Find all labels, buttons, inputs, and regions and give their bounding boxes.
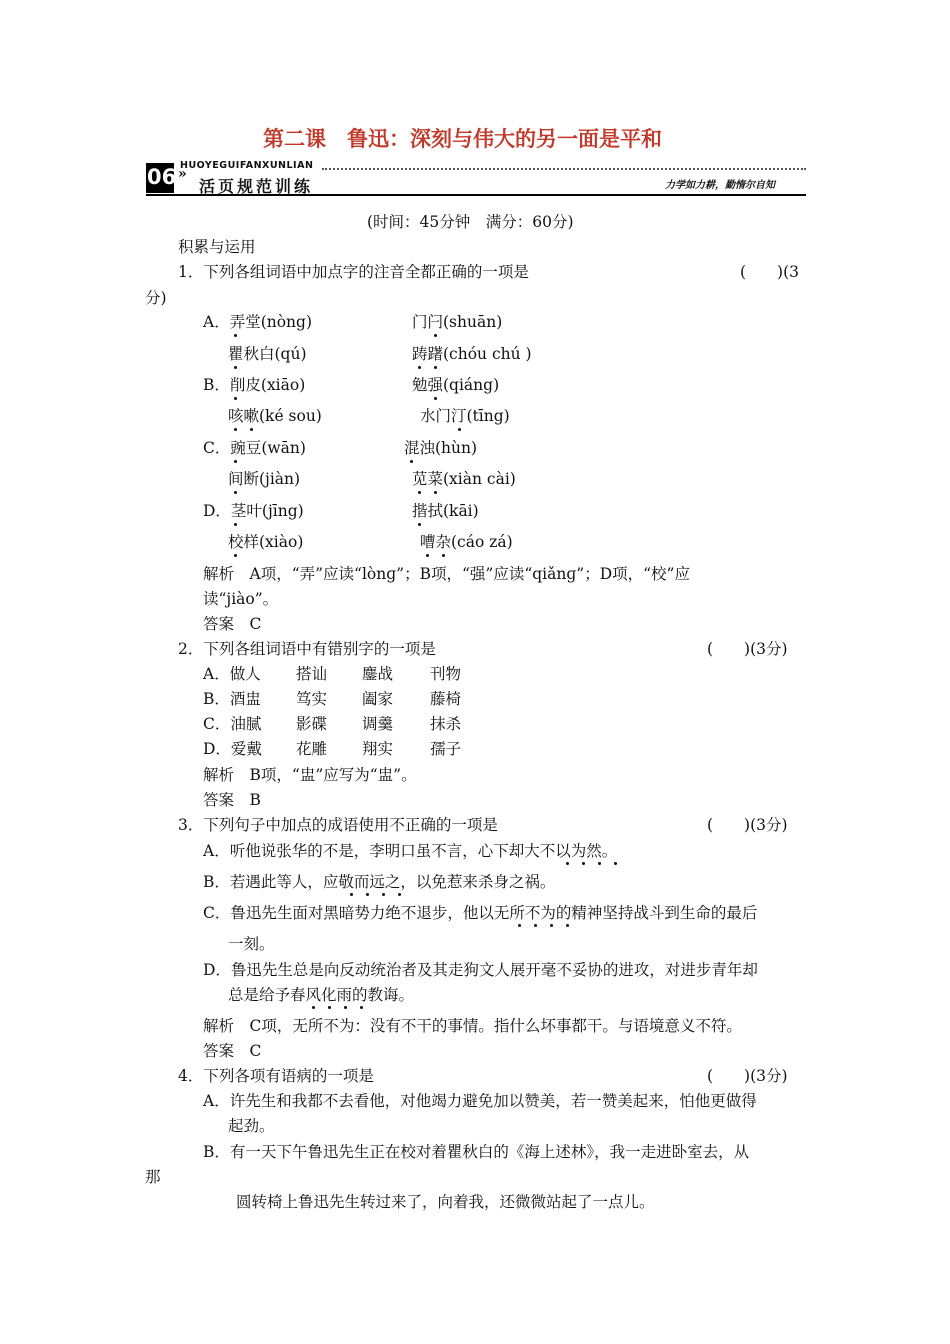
option-c-4: 苋菜(xiàn cài) [412,470,516,488]
option-a: A．许先生和我都不去看他，对他竭力避免加以赞美，若一赞美起来，怕他更做得 [203,1092,757,1110]
question-stem: 3．下列句子中加点的成语使用不正确的一项是 [178,816,498,834]
option-a-word-2: 搭讪 [296,665,328,683]
option-b-wrap: 那 [145,1168,161,1186]
answer: 答案 C [203,1042,262,1060]
emphasis-dot [234,460,237,463]
emphasis-dot [426,554,429,557]
option-c-3: 间断(jiàn) [228,470,301,488]
option-a-word-1: A．做人 [203,665,261,683]
explanation: 解析 A项，“弄”应读“lònɡ”；B项，“强”应读“qiǎnɡ”；D项，“校”应 [203,565,690,583]
chevron-right-icon: » [178,166,187,182]
emphasis-dot [312,1006,315,1009]
emphasis-dot [344,1006,347,1009]
option-c-word-4: 抹杀 [430,715,462,733]
option-c: C．鲁迅先生面对黑暗势力绝不退步，他以无所不为的精神坚持战斗到生命的最后 [203,904,758,922]
option-c-1: C．豌豆(wān) [203,439,306,457]
question-stem: 1．下列各组词语中加点字的注音全都正确的一项是 [178,263,529,281]
option-a-word-3: 鏖战 [362,665,394,683]
option-c-word-3: 调羹 [362,715,394,733]
option-b-4: 水门汀(tīng) [420,407,510,425]
answer-paren: ( )(3分) [707,1067,788,1085]
emphasis-dot [250,428,253,431]
explanation-wrap: 读“jiào”。 [203,590,279,608]
explanation: 解析 C项，无所不为：没有不干的事情。指什么坏事都干。与语境意义不符。 [203,1017,742,1035]
emphasis-dot [418,366,421,369]
option-b-1: B．削皮(xiāo) [203,376,306,394]
option-c-word-1: C．油腻 [203,715,262,733]
emphasis-dot [234,366,237,369]
option-d: D．鲁迅先生总是向反动统治者及其走狗文人展开毫不妥协的进攻，对进步青年却 [203,961,758,979]
option-b: B．若遇此等人，应敬而远之，以免惹来杀身之祸。 [203,873,556,891]
emphasis-dot [234,491,237,494]
option-d-2: 揩拭(kāi) [412,502,479,520]
emphasis-dot [234,554,237,557]
option-b-2: 勉强(qiáng) [412,376,500,394]
option-c-word-2: 影碟 [296,715,328,733]
option-d-word-2: 花雕 [296,740,328,758]
emphasis-dot [366,893,369,896]
emphasis-dot [534,924,537,927]
explanation: 解析 B项，“盅”应写为“盅”。 [203,766,417,784]
emphasis-dot [234,523,237,526]
option-d-1: D．茎叶(jīng) [203,502,304,520]
emphasis-dot [398,893,401,896]
emphasis-dot [234,397,237,400]
emphasis-dot [518,924,521,927]
section-heading: 积累与运用 [178,238,256,256]
emphasis-dot [418,523,421,526]
answer-paren: ( )(3 [740,263,800,281]
emphasis-dot [382,893,385,896]
option-b-word-3: 阖家 [362,690,394,708]
option-b: B．有一天下午鲁迅先生正在校对着瞿秋白的《海上述林》，我一走进卧室去，从 [203,1143,750,1161]
emphasis-dot [582,862,585,865]
option-a-1: A．弄堂(nòng) [203,313,313,331]
emphasis-dot [598,862,601,865]
emphasis-dot [434,397,437,400]
option-d-word-1: D．爱戴 [203,740,262,758]
option-a-2: 门闩(shuān) [412,313,503,331]
emphasis-dot [434,334,437,337]
emphasis-dot [360,1006,363,1009]
answer: 答案 C [203,615,262,633]
emphasis-dot [328,1006,331,1009]
emphasis-dot [566,924,569,927]
option-a-word-4: 刊物 [430,665,462,683]
option-a-4: 踌躇(chóu chú ) [412,345,532,363]
emphasis-dot [434,366,437,369]
emphasis-dot [566,862,569,865]
option-b-continued: 圆转椅上鲁迅先生转过来了，向着我，还微微站起了一点儿。 [236,1193,655,1211]
banner-rule [146,194,806,196]
emphasis-dot [550,924,553,927]
emphasis-dot [442,554,445,557]
answer-paren: ( )(3分) [707,640,788,658]
option-d-word-4: 孺子 [430,740,462,758]
banner-number: 06 [147,165,177,189]
emphasis-dot [234,334,237,337]
emphasis-dot [614,862,617,865]
option-b-word-1: B．酒盅 [203,690,261,708]
emphasis-dot [410,460,413,463]
banner-motto: 力学如力耕，勤惰尔自知 [665,180,775,191]
emphasis-dot [234,428,237,431]
option-d-wrap: 总是给予春风化雨的教诲。 [228,986,415,1004]
emphasis-dot [350,893,353,896]
question-stem: 2．下列各组词语中有错别字的一项是 [178,640,436,658]
option-b-word-2: 笃实 [296,690,328,708]
option-a: A．听他说张华的不是，李明口虽不言，心下却大不以为然。 [203,842,618,860]
page-title: 第二课 鲁迅：深刻与伟大的另一面是平和 [263,127,662,151]
option-b-3: 咳嗽(ké sou) [228,407,322,425]
option-c-2: 混浊(hùn) [404,439,478,457]
banner-rule-dotted [322,168,806,170]
option-a-wrap: 起劲。 [228,1117,275,1135]
emphasis-dot [418,491,421,494]
question-stem: 4．下列各项有语病的一项是 [178,1067,374,1085]
answer: 答案 B [203,791,261,809]
option-d-word-3: 翔实 [362,740,394,758]
banner-pinyin: HUOYEGUIFANXUNLIAN [180,160,314,171]
option-b-word-4: 藤椅 [430,690,462,708]
question-stem-wrap: 分) [145,289,167,307]
option-c-wrap: 一刻。 [228,935,275,953]
option-a-3: 瞿秋白(qú) [228,345,307,363]
emphasis-dot [458,428,461,431]
option-d-4: 嘈杂(cáo zá) [420,533,513,551]
exam-meta: (时间：45分钟 满分：60分) [367,213,574,231]
answer-paren: ( )(3分) [707,816,788,834]
emphasis-dot [434,491,437,494]
option-d-3: 校样(xiào) [228,533,304,551]
banner-label: 活页规范训练 [199,177,314,196]
